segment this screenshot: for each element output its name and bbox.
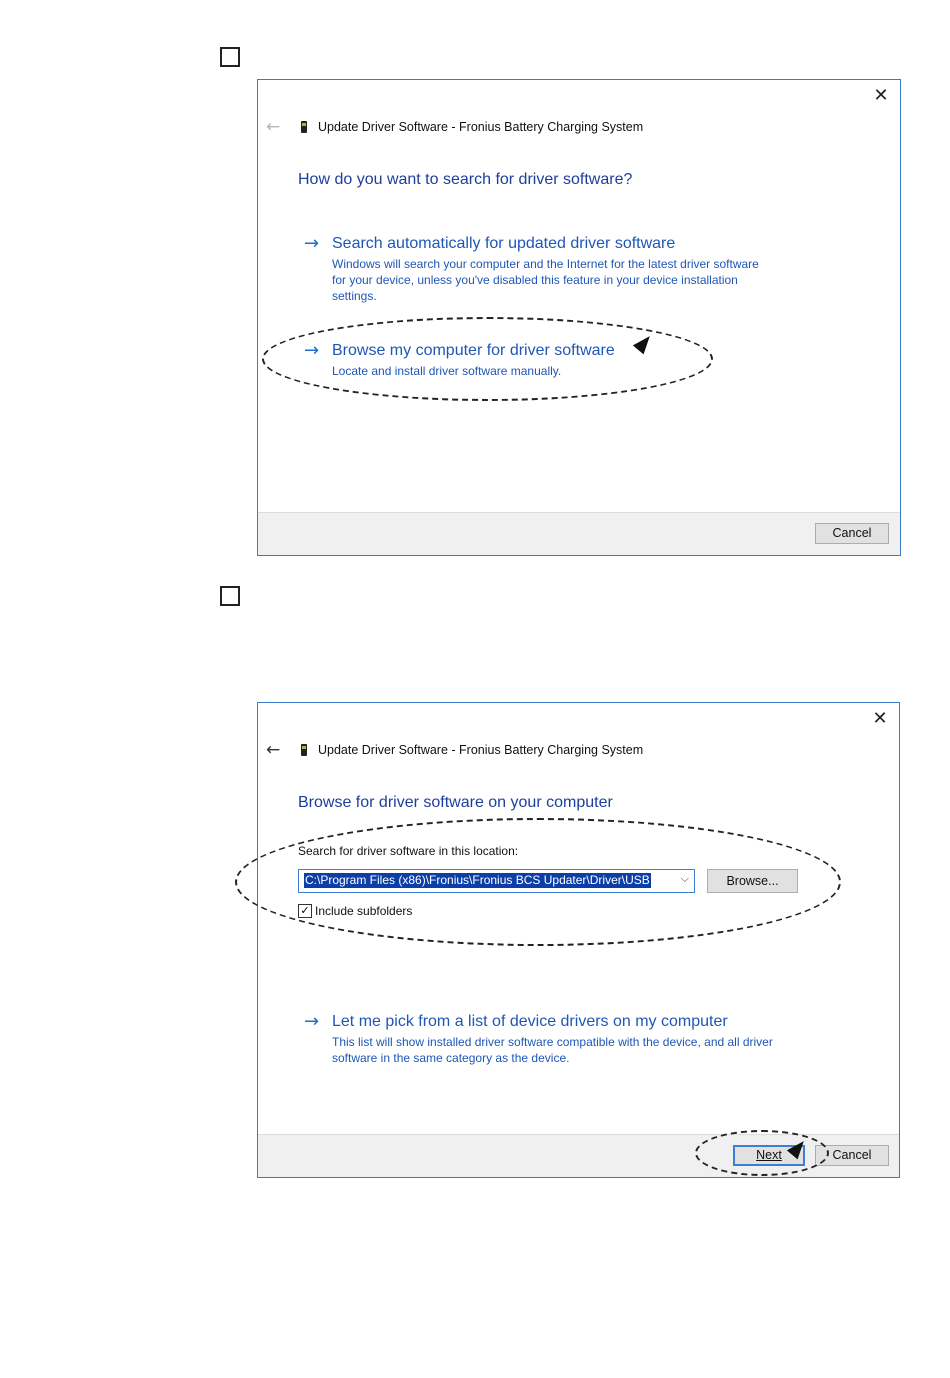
option-title[interactable]: Search automatically for updated driver software xyxy=(332,235,676,252)
path-value[interactable]: C:\Program Files (x86)\Fronius\Fronius BCS Updater\Driver\USB xyxy=(305,873,650,887)
option-title[interactable]: Browse my computer for driver software xyxy=(332,342,615,359)
device-icon xyxy=(301,744,307,756)
highlight-oval xyxy=(262,317,713,401)
update-driver-dialog-step1 xyxy=(257,79,901,556)
dialog-title: Update Driver Software - Fronius Battery Charging System xyxy=(318,743,644,757)
include-subfolders-label: Include subfolders xyxy=(315,904,413,918)
option-description xyxy=(332,256,759,304)
close-icon[interactable]: ✕ xyxy=(873,85,889,106)
device-icon xyxy=(301,121,307,133)
desc-line: This list will show installed driver software compatible with the device, and all driver xyxy=(332,1035,773,1049)
cancel-button[interactable]: Cancel xyxy=(815,1145,889,1166)
desc-line: settings. xyxy=(332,289,377,303)
back-arrow-icon[interactable]: ← xyxy=(266,740,281,760)
browse-button[interactable]: Browse... xyxy=(707,869,798,893)
dialog-footer xyxy=(258,512,900,555)
include-subfolders-checkbox[interactable]: ✓ xyxy=(298,904,312,918)
step-1-checkbox xyxy=(220,47,240,67)
location-label: Search for driver software in this location: xyxy=(298,844,519,858)
dialog-title: Update Driver Software - Fronius Battery Charging System xyxy=(318,120,644,134)
close-icon[interactable]: ✕ xyxy=(872,708,888,729)
arrow-right-icon: → xyxy=(304,233,320,254)
option-title[interactable]: Let me pick from a list of device drivers on my computer xyxy=(332,1013,728,1030)
arrow-right-icon: → xyxy=(304,1011,320,1032)
desc-line: for your device, unless you've disabled this feature in your device installation xyxy=(332,273,738,287)
page-heading: How do you want to search for driver software? xyxy=(298,171,633,188)
option-description xyxy=(332,1034,773,1066)
desc-line: Locate and install driver software manually. xyxy=(332,364,562,378)
desc-line: software in the same category as the device. xyxy=(332,1051,570,1065)
chevron-down-icon[interactable]: ⌵ xyxy=(680,872,689,885)
step-2-checkbox xyxy=(220,586,240,606)
highlight-oval xyxy=(695,1130,829,1176)
back-arrow-icon[interactable]: ← xyxy=(266,117,281,137)
desc-line: Windows will search your computer and the Internet for the latest driver software xyxy=(332,257,759,271)
page-heading: Browse for driver software on your computer xyxy=(298,794,613,811)
next-button[interactable]: Next xyxy=(733,1145,805,1166)
highlight-oval xyxy=(235,818,841,946)
cancel-button[interactable]: Cancel xyxy=(815,523,889,544)
arrow-right-icon: → xyxy=(304,340,320,361)
